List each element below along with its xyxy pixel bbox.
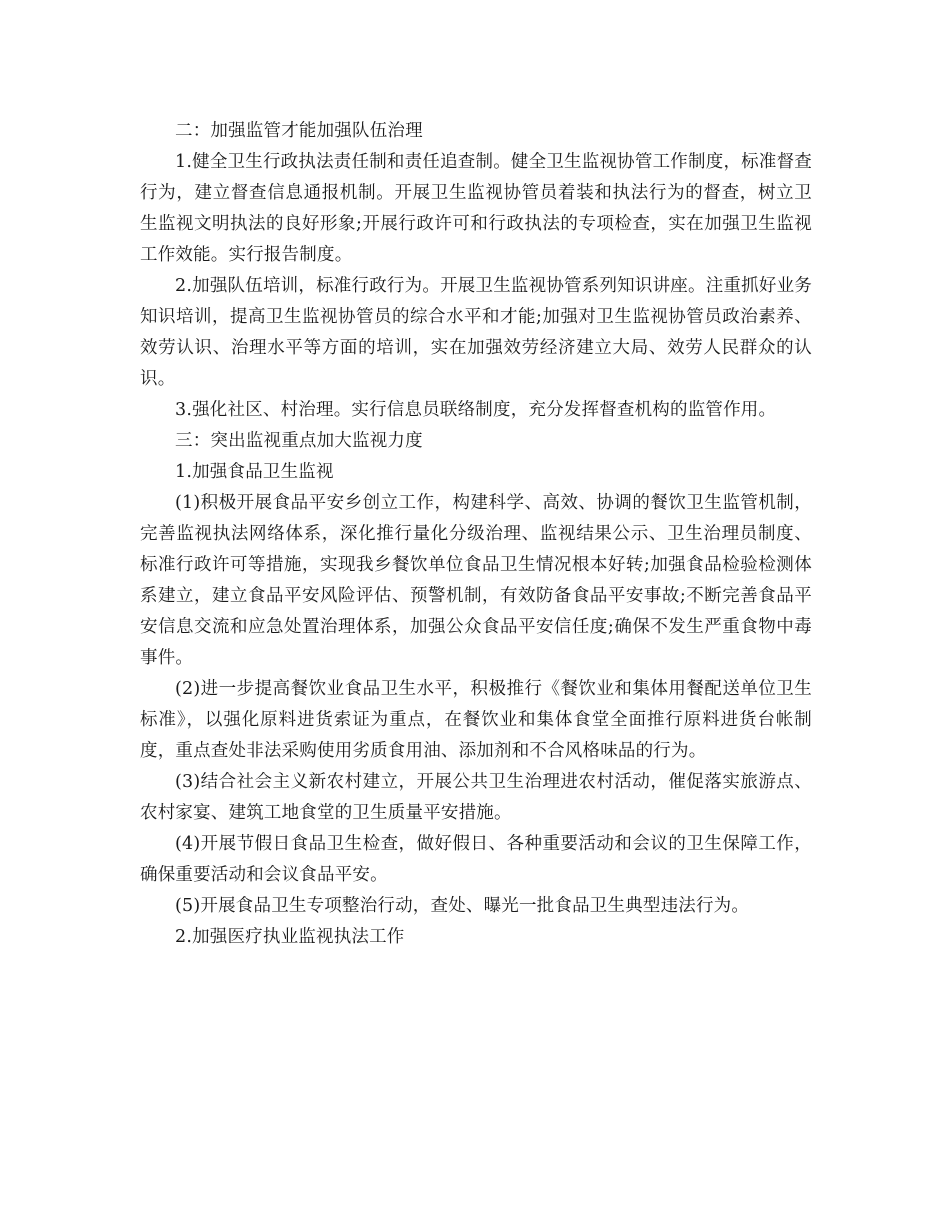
paragraph-item-2-2: 2.加强队伍培训，标准行政行为。开展卫生监视协管系列知识讲座。注重抓好业务知识培训，提高卫生监视协管员的综合水平和才能;加强对卫生监视协管员政治素养、效劳认识、治理水平等方面的培训，实在加强效劳经济建立大局、效劳人民群众的认识。	[140, 276, 812, 389]
paragraph-item-2-3: 3.强化社区、村治理。实行信息员联络制度，充分发挥督查机构的监管作用。	[175, 400, 777, 420]
paragraph-item-3-1-2: (2)进一步提高餐饮业食品卫生水平，积极推行《餐饮业和集体用餐配送单位卫生标准》，以强化原料进货索证为重点，在餐饮业和集体食堂全面推行原料进货台帐制度，重点查处非法采购使用劣质食用油、添加剂和不合风格味品的行为。	[140, 679, 812, 761]
paragraph-item-3-1-1: (1)积极开展食品平安乡创立工作，构建科学、高效、协调的餐饮卫生监管机制，完善监视执法网络体系，深化推行量化分级治理、监视结果公示、卫生治理员制度、标准行政许可等措施，实现我乡餐饮单位食品卫生情况根本好转;加强食品检验检测体系建立，建立食品平安风险评估、预警机制，有效防备食品平安事故;不断完善食品平安信息交流和应急处置治理体系，加强公众食品平安信任度;确保不发生严重食物中毒事件。	[140, 493, 812, 668]
subsection-heading-3-2: 2.加强医疗执业监视执法工作	[175, 927, 405, 947]
document-body	[140, 116, 812, 953]
paragraph-item-3-1-3: (3)结合社会主义新农村建立，开展公共卫生治理进农村活动，催促落实旅游点、农村家宴、建筑工地食堂的卫生质量平安措施。	[140, 772, 812, 823]
section-heading-2: 二：加强监管才能加强队伍治理	[175, 121, 423, 141]
paragraph-item-2-1: 1.健全卫生行政执法责任制和责任追查制。健全卫生监视协管工作制度，标准督查行为，建立督查信息通报机制。开展卫生监视协管员着装和执法行为的督查，树立卫生监视文明执法的良好形象;开展行政许可和行政执法的专项检查，实在加强卫生监视工作效能。实行报告制度。	[140, 152, 812, 265]
section-heading-3: 三：突出监视重点加大监视力度	[175, 431, 423, 451]
paragraph-item-3-1-5: (5)开展食品卫生专项整治行动，查处、曝光一批食品卫生典型违法行为。	[175, 896, 750, 916]
paragraph-item-3-1-4: (4)开展节假日食品卫生检查，做好假日、各种重要活动和会议的卫生保障工作，确保重要活动和会议食品平安。	[140, 834, 812, 885]
subsection-heading-3-1: 1.加强食品卫生监视	[175, 462, 334, 482]
